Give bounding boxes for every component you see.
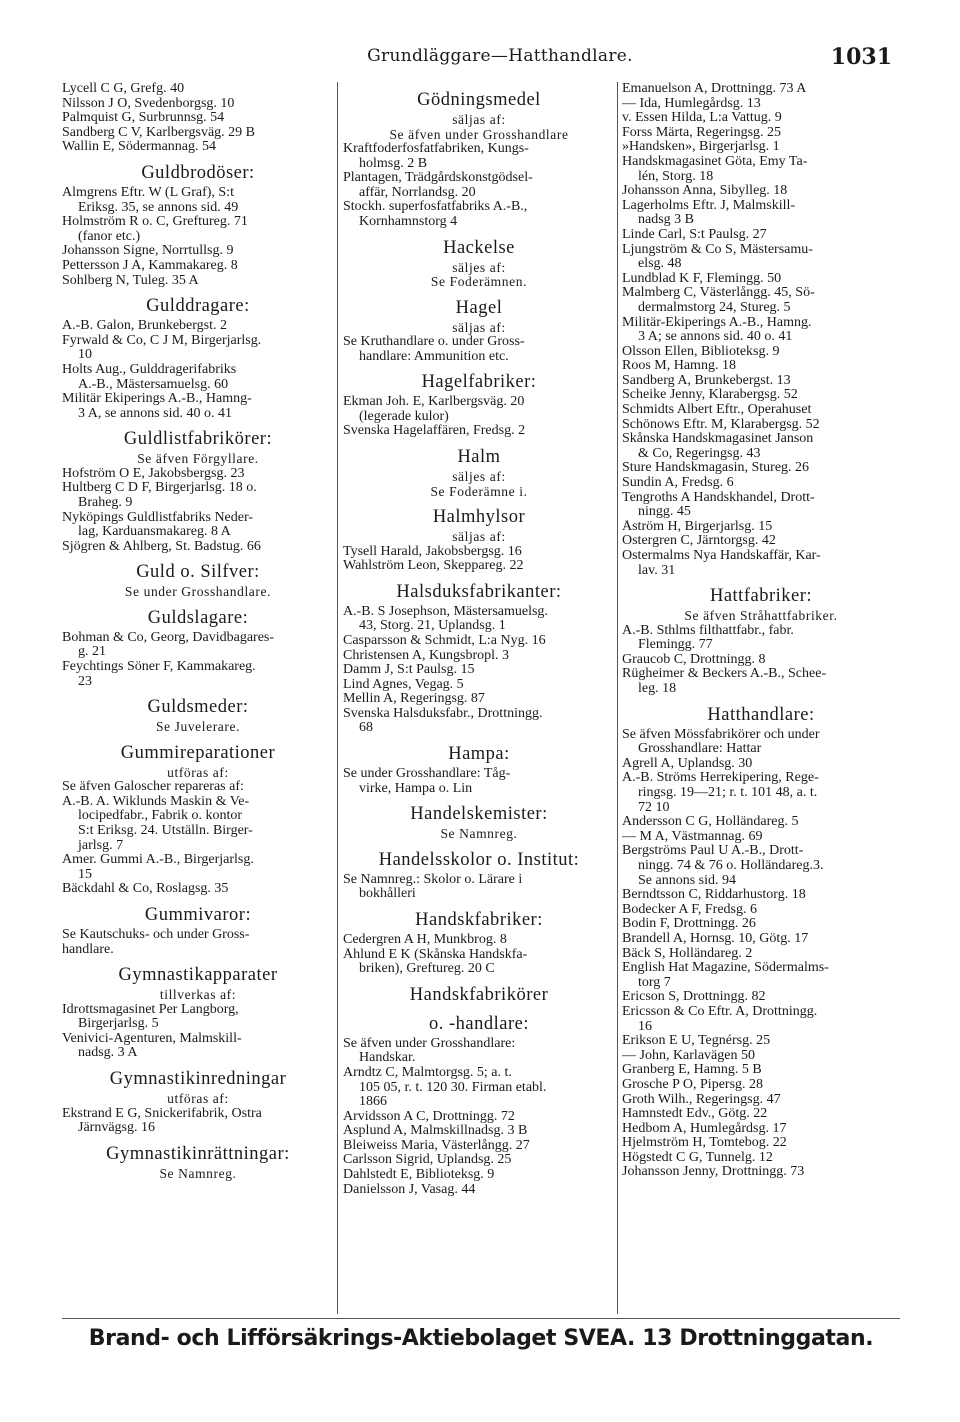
category-note: Se äfven Förgyllare. [137, 451, 259, 467]
category-note: utföras af: [167, 764, 229, 780]
category-heading: Hampa: [448, 744, 510, 765]
category-note: Se äfven under Grosshandlare [389, 126, 569, 142]
directory-entry: — John, Karlavägen 50 [622, 1048, 755, 1063]
directory-entry: Åhlund E K (Skånska Handskfa- [343, 947, 528, 962]
entry-continuation: g. 21 [78, 645, 106, 660]
directory-entry: Wallin E, Södermannag. 54 [62, 140, 217, 155]
category-note: säljas af: [452, 319, 506, 335]
entry-continuation: Grosshandlare: Hattar [638, 742, 762, 757]
directory-entry: Berndtsson C, Riddarhustorg. 18 [622, 888, 806, 903]
directory-entry: Handskmagasinet Göta, Emy Ta- [622, 154, 808, 169]
entry-continuation: 68 [359, 721, 373, 736]
directory-entry: Linde Carl, S:t Paulsg. 27 [622, 227, 767, 242]
directory-entry: Ljungström & Co S, Mästersamu- [622, 242, 813, 257]
directory-entry: Se Kautschuks- och under Gross- [62, 927, 250, 942]
directory-entry: Tengroths A Handskhandel, Drott- [622, 490, 815, 505]
directory-entry: Bäckdahl & Co, Roslagsg. 35 [62, 882, 229, 897]
directory-entry: A.-B. Galon, Brunkebergst. 2 [62, 319, 227, 334]
directory-entry: Se Kruthandlare o. under Gross- [343, 335, 525, 350]
entry-continuation: 15 [78, 867, 92, 882]
category-note: Se Foderämnen. [430, 274, 528, 290]
directory-entry: Agrell A, Uplandsg. 30 [622, 756, 753, 771]
directory-entry: Nyköpings Guldlistfabriks Neder- [62, 510, 254, 525]
directory-entry: Roos M, Hamng. 18 [622, 359, 736, 374]
entry-continuation: handlare: Ammunition etc. [359, 349, 509, 364]
entry-continuation: S:t Eriksg. 24. Utställn. Birger- [78, 824, 253, 838]
category-heading: Halm [457, 447, 501, 468]
directory-entry: Stockh. superfosfatfabriks A.-B., [343, 200, 528, 215]
directory-entry: Svenska Hagelaffären, Fredsg. 2 [343, 424, 526, 439]
entry-continuation: Eriksg. 35, se annons sid. 49 [78, 200, 239, 215]
directory-entry: Nilsson J O, Svedenborgsg. 10 [62, 96, 235, 111]
directory-entry: — Ida, Humlegårdsg. 13 [622, 96, 761, 111]
column-left [62, 82, 334, 1314]
directory-entry: Olsson Ellen, Biblioteksg. 9 [622, 344, 780, 359]
entry-continuation: 3 A, se annons sid. 40 o. 41 [78, 406, 232, 421]
directory-entry: A.-B. S Josephson, Mästersamuelsg. [343, 604, 548, 619]
directory-entry: Damm J, S:t Paulsg. 15 [343, 663, 475, 678]
directory-entry: A.-B. A. Wiklunds Maskin & Ve- [62, 794, 250, 809]
directory-entry: — M A, Västmannag. 69 [622, 829, 763, 844]
directory-entry: A.-B. Ströms Herrekipering, Rege- [622, 771, 819, 786]
entry-continuation: & Co, Regeringsg. 43 [638, 446, 761, 461]
category-heading: Handskfabriker: [415, 909, 543, 930]
entry-continuation: Se annons sid. 94 [638, 873, 736, 888]
directory-entry: Lagerholms Eftr. J, Malmskill- [622, 198, 796, 213]
directory-entry: Hofström O E, Jakobsbergsg. 23 [62, 466, 245, 481]
directory-entry: »Handsken», Birgerjarlsg. 1 [622, 140, 780, 155]
directory-entry: Se äfven Galoscher repareras af: [62, 780, 244, 795]
entry-continuation: virke, Hampa o. Lin [359, 781, 473, 796]
column-divider [337, 82, 338, 1314]
directory-entry: Bäck S, Holländareg. 2 [622, 946, 753, 961]
directory-entry: Sjögren & Ahlberg, St. Badstug. 66 [62, 539, 261, 554]
directory-entry: Cedergren A H, Munkbrog. 8 [343, 932, 507, 947]
directory-entry: Schmidts Albert Eftr., Operahuset [622, 403, 812, 418]
directory-entry: Holmström R o. C, Greftureg. 71 [62, 215, 248, 230]
entry-continuation: affär, Norrlandsg. 20 [359, 185, 476, 200]
footer-advertisement: Brand- och Lifförsäkrings-Aktiebolaget SVEA. 13 Drottninggatan. [88, 1326, 874, 1351]
directory-entry: Kraftfoderfosfatfabriken, Kungs- [343, 142, 529, 156]
entry-continuation: dermalmstorg 24, Stureg. 5 [638, 300, 791, 315]
directory-entry: Se äfven under Grosshandlare: [343, 1036, 516, 1051]
directory-entry: Ericson S, Drottningg. 82 [622, 990, 766, 1005]
directory-entry: Hedbom A, Humlegårdsg. 17 [622, 1121, 787, 1136]
category-note: säljas af: [452, 529, 506, 545]
directory-entry: Andersson C G, Holländareg. 5 [622, 815, 799, 830]
category-heading: Handskfabrikörer [409, 984, 549, 1005]
directory-entry: Sohlberg N, Tuleg. 35 A [62, 273, 199, 288]
category-heading: Handelskemister: [410, 804, 548, 825]
directory-entry: Svenska Halsduksfabr., Drottningg. [343, 706, 543, 721]
directory-entry: Venivici-Agenturen, Malmskill- [62, 1031, 242, 1046]
directory-entry: Fyrwald & Co, C J M, Birgerjarlsg. [62, 333, 262, 348]
category-heading: Guldlistfabrikörer: [123, 429, 273, 450]
entry-continuation: lén, Storg. 18 [638, 169, 714, 184]
directory-entry: Johansson Anna, Sibylleg. 18 [622, 184, 788, 199]
directory-entry: Militär Ekiperings A.-B., Hamng- [62, 392, 252, 407]
directory-entry: Danielsson J, Vasag. 44 [343, 1182, 476, 1197]
category-heading: Guldbrodöser: [141, 162, 255, 183]
entry-continuation: torg 7 [638, 975, 671, 990]
entry-continuation: 3 A; se annons sid. 40 o. 41 [638, 330, 793, 345]
column-divider [617, 82, 618, 1314]
directory-entry: Bodin F, Drottningg. 26 [622, 917, 756, 932]
directory-entry: Casparsson & Schmidt, L:a Nyg. 16 [343, 633, 546, 648]
directory-entry: handlare. [62, 942, 114, 957]
category-heading: Gummivaror: [144, 904, 252, 925]
directory-entry: Lind Agnes, Vegag. 5 [343, 677, 464, 692]
entry-continuation: 105 05, r. t. 120 30. Firman etabl. [359, 1080, 547, 1095]
category-heading: Gymnastikapparater [118, 965, 278, 986]
directory-entry: Feychtings Söner F, Kammakareg. [62, 660, 256, 675]
entry-continuation: (legerade kulor) [359, 409, 449, 424]
directory-entry: Se under Grosshandlare: Tåg- [343, 767, 511, 782]
directory-entry: Tysell Harald, Jakobsbergsg. 16 [343, 544, 522, 559]
category-note: tillverkas af: [159, 987, 237, 1003]
directory-entry: Hamnstedt Edv., Götg. 22 [622, 1107, 768, 1122]
directory-entry: Bodecker A F, Fredsg. 6 [622, 902, 757, 917]
directory-entry: Ekman Joh. E, Karlbergsväg. 20 [343, 395, 525, 410]
directory-entry: A.-B. Sthlms filthattfabr., fabr. [622, 623, 794, 638]
category-note: Se Juvelerare. [155, 719, 241, 735]
entry-continuation: briken), Greftureg. 20 C [359, 962, 495, 977]
entry-continuation: Handskar. [359, 1051, 416, 1066]
category-note: utföras af: [167, 1091, 229, 1107]
directory-entry: English Hat Magazine, Södermalms- [622, 961, 829, 976]
directory-entry: Sture Handskmagasin, Stureg. 26 [622, 461, 810, 476]
entry-continuation: jarlsg. 7 [78, 838, 124, 853]
entry-continuation: nadsg. 3 A [78, 1046, 138, 1061]
category-heading: Gymnastikinredningar [109, 1069, 287, 1090]
category-heading: Hackelse [443, 237, 515, 258]
directory-entry: Bergströms Paul U A.-B., Drott- [622, 844, 804, 859]
category-heading: o. -handlare: [429, 1013, 529, 1034]
directory-entry: Christensen A, Kungsbropl. 3 [343, 648, 510, 663]
footer-divider [62, 1318, 900, 1319]
entry-continuation: A.-B., Mästersamuelsg. 60 [78, 377, 229, 392]
directory-entry: Militär-Ekiperings A.-B., Hamng. [622, 315, 812, 330]
entry-continuation: bokhålleri [359, 887, 416, 902]
category-note: Se Namnreg. [440, 826, 518, 842]
directory-entry: Erikson E U, Tegnérsg. 25 [622, 1034, 771, 1049]
directory-entry: Palmquist G, Surbrunnsg. 54 [62, 111, 225, 126]
category-note: säljas af: [452, 112, 506, 127]
directory-entry: Almgrens Eftr. W (L Graf), S:t [62, 185, 234, 200]
directory-entry: Hjelmström H, Tomtebog. 22 [622, 1136, 787, 1151]
directory-entry: Wahlström Leon, Skeppareg. 22 [343, 559, 524, 574]
directory-entry: Dahlstedt E, Biblioteksg. 9 [343, 1168, 495, 1183]
category-heading: Hattfabriker: [709, 586, 813, 607]
directory-entry: Scheike Jenny, Klarabergsg. 52 [622, 388, 798, 403]
directory-entry: Emanuelson A, Drottningg. 73 A [622, 82, 807, 96]
entry-continuation: holmsg. 2 B [359, 156, 428, 171]
directory-entry: Arndtz C, Malmtorgsg. 5; a. t. [343, 1065, 512, 1080]
entry-continuation: Järnvägsg. 16 [78, 1121, 155, 1136]
entry-continuation: 16 [638, 1019, 652, 1034]
entry-continuation: Braheg. 9 [78, 495, 133, 510]
entry-continuation: (fanor etc.) [78, 229, 141, 244]
directory-entry: Asplund A, Malmskillnadsg. 3 B [343, 1124, 528, 1139]
entry-continuation: 10 [78, 348, 92, 363]
category-note: Se under Grosshandlare. [124, 584, 272, 600]
category-note: säljes af: [452, 469, 506, 485]
directory-entry: Brandell A, Hornsg. 10, Götg. 17 [622, 931, 809, 946]
directory-entry: v. Essen Hilda, L:a Vattug. 9 [622, 111, 782, 126]
directory-entry: Mellin A, Regeringsg. 87 [343, 692, 485, 707]
column-right [622, 82, 900, 1314]
directory-entry: Se äfven Mössfabrikörer och under [622, 727, 820, 742]
category-heading: Gummireparationer [120, 742, 276, 763]
category-heading: Guld o. Silfver: [136, 562, 260, 583]
entry-continuation: ningg. 45 [638, 505, 691, 520]
category-note: Se äfven Stråhattfabriker. [684, 608, 838, 624]
directory-entry: Skånska Handskmagasinet Janson [622, 432, 814, 447]
category-heading: Hagelfabriker: [421, 372, 537, 393]
entry-continuation: nadsg 3 B [638, 213, 694, 228]
column-middle [343, 82, 615, 1314]
directory-entry: Östermalms Nya Handskaffär, Kar- [622, 549, 821, 563]
directory-entry: Granberg E, Hamng. 5 B [622, 1063, 762, 1078]
directory-entry: Johansson Signe, Norrtullsg. 9 [62, 244, 234, 259]
entry-continuation: Birgerjarlsg. 5 [78, 1017, 159, 1032]
directory-entry: Amer. Gummi A.-B., Birgerjarlsg. [62, 853, 254, 868]
directory-entry: Schönows Eftr. M, Klarabergsg. 52 [622, 417, 820, 432]
page-number: 1031 [830, 44, 892, 70]
category-heading: Hatthandlare: [707, 704, 815, 725]
directory-entry: Högstedt C G, Tunnelg. 12 [622, 1150, 773, 1165]
directory-entry: Östergren C, Järntorgsg. 42 [622, 534, 776, 549]
category-heading: Guldsmeder: [147, 697, 249, 718]
directory-entry: Rügheimer & Beckers A.-B., Schee- [622, 667, 827, 682]
directory-entry: Carlsson Sigrid, Uplandsg. 25 [343, 1153, 512, 1168]
directory-entry: Ekstrand E G, Snickerifabrik, Östra [62, 1106, 262, 1121]
directory-entry: Forss Märta, Regeringsg. 25 [622, 125, 782, 140]
entry-continuation: lav. 31 [638, 563, 676, 578]
entry-continuation: Flemingg. 77 [638, 638, 713, 653]
category-heading: Handelsskolor o. Institut: [378, 849, 580, 870]
directory-entry: Holts Aug., Gulddragerifabriks [62, 362, 237, 377]
category-heading: Hagel [455, 297, 503, 318]
category-heading: Halmhylsor [432, 507, 526, 528]
directory-entry: Sandberg C V, Karlbergsväg. 29 B [62, 125, 256, 140]
category-heading: Gödningsmedel [417, 90, 541, 110]
entry-continuation: 1866 [359, 1095, 387, 1110]
category-heading: Guldslagare: [147, 607, 249, 628]
entry-continuation: 43, Storg. 21, Uplandsg. 1 [359, 619, 506, 634]
directory-entry: Johansson Jenny, Drottningg. 73 [622, 1165, 805, 1180]
entry-continuation: locipedfabr., Fabrik o. kontor [78, 809, 243, 824]
entry-continuation: leg. 18 [638, 682, 677, 697]
category-heading: Halsduksfabrikanter: [396, 581, 562, 602]
directory-entry: Plantagen, Trädgårdskonstgödsel- [343, 171, 533, 186]
directory-entry: Groth Wilh., Regeringsg. 47 [622, 1092, 781, 1107]
running-head [0, 44, 960, 74]
category-note: Se Namnreg. [159, 1165, 237, 1181]
directory-entry: Bohman & Co, Georg, Davidbagares- [62, 630, 275, 645]
directory-entry: Lundblad K F, Flemingg. 50 [622, 271, 782, 286]
directory-entry: Se Namnreg.: Skolor o. Lärare i [343, 872, 523, 887]
directory-entry: Sundin A, Fredsg. 6 [622, 476, 734, 491]
entry-continuation: 23 [78, 674, 92, 689]
category-note: Se Foderämne i. [430, 483, 528, 499]
directory-entry: Idrottsmagasinet Per Langborg, [62, 1002, 239, 1017]
entry-continuation: lag, Karduansmakareg. 8 A [78, 525, 231, 540]
directory-entry: Arvidsson A C, Drottningg. 72 [343, 1109, 515, 1124]
directory-entry: Graucob C, Drottningg. 8 [622, 652, 766, 667]
category-heading: Gulddragare: [146, 296, 250, 317]
directory-entry: Pettersson J A, Kammakareg. 8 [62, 258, 238, 273]
directory-entry: Lycell C G, Grefg. 40 [62, 82, 185, 96]
entry-continuation: Kornhamnstorg 4 [359, 214, 458, 229]
directory-entry: Malmberg C, Västerlångg. 45, Sö- [622, 286, 815, 301]
entry-continuation: 72 10 [638, 800, 670, 815]
page-title: Grundläggare—Hatthandlare. [367, 46, 633, 66]
category-heading: Gymnastikinrättningar: [106, 1143, 290, 1164]
entry-continuation: elsg. 48 [638, 257, 682, 272]
directory-entry: Åström H, Birgerjarlsg. 15 [622, 519, 773, 534]
directory-entry: Ericsson & Co Eftr. A, Drottningg. [622, 1004, 818, 1019]
category-note: säljes af: [452, 259, 506, 275]
entry-continuation: ringsg. 19—21; r. t. 101 48, a. t. [638, 786, 818, 801]
directory-entry: Bleiweiss Maria, Västerlångg. 27 [343, 1138, 530, 1153]
directory-entry: Grosche P O, Pipersg. 28 [622, 1077, 764, 1092]
entry-continuation: ningg. 74 & 76 o. Holländareg.3. [638, 859, 824, 873]
directory-entry: Hultberg C D F, Birgerjarlsg. 18 o. [62, 481, 257, 496]
directory-entry: Sandberg A, Brunkebergst. 13 [622, 373, 791, 388]
